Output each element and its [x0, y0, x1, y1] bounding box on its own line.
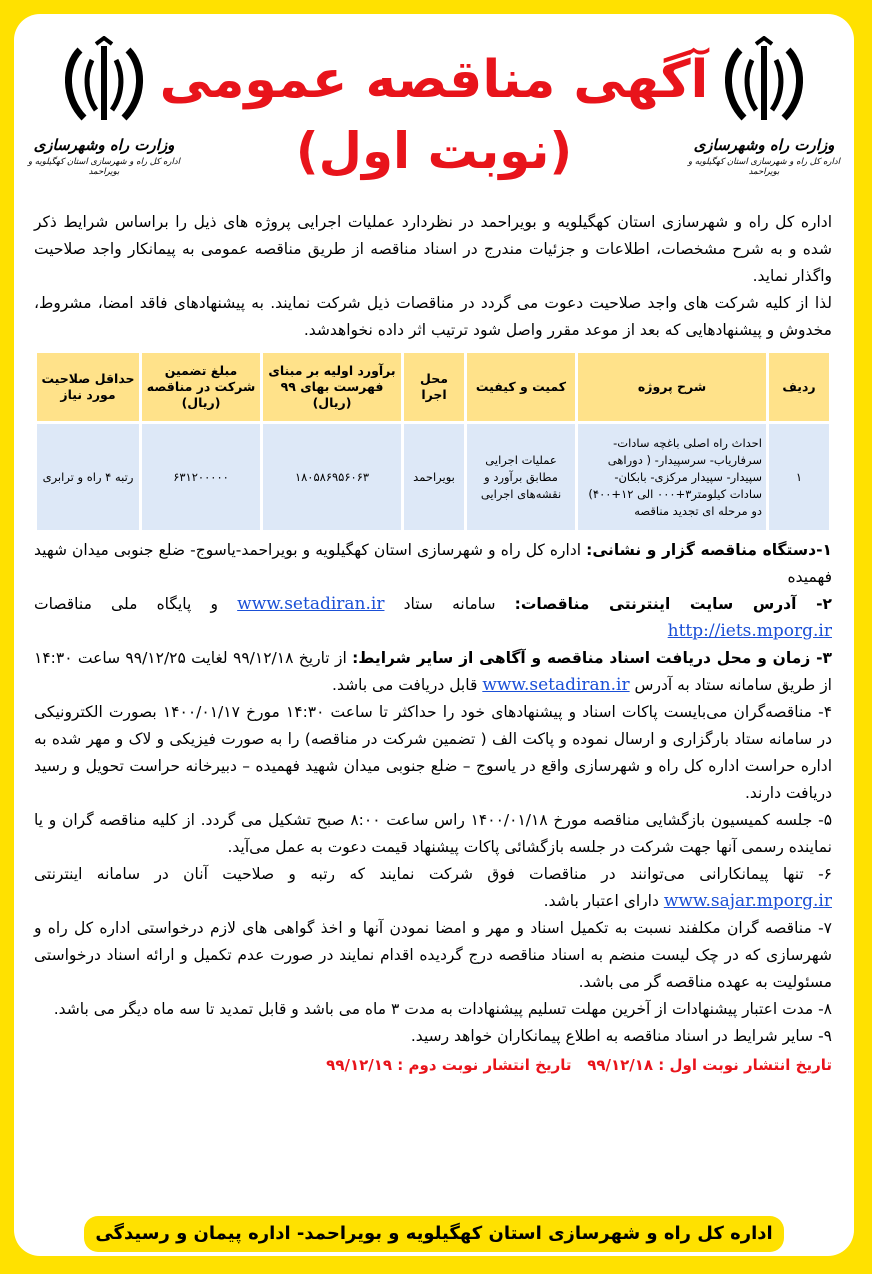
cell-guarantee: ۶۳۱۲۰۰۰۰۰: [142, 424, 260, 530]
item-7: ۷- مناقصه گران مکلفند نسبت به تکمیل اسناد و مهر و امضا نمودن آنها و اخذ گواهی های لازم درخواستی اداره کل راه و شهرسازی که در چک لیست منضم به اسناد مناقصه درج گردیده اقدام نمایند در صورت عدم تکمیل و ارائه اسناد درخواستی مسئولیت به عهده مناقصه گر می باشد.: [34, 919, 832, 991]
item-1-label: ۱-دستگاه مناقصه گزار و نشانی:: [586, 541, 832, 559]
cell-qualification: رتبه ۴ راه و ترابری: [37, 424, 139, 530]
item-8: ۸- مدت اعتبار پیشنهادات از آخرین مهلت تسلیم پیشنهادات به مدت ۳ ماه می باشد و قابل تمدید تا سه ماه دیگر می باشد.: [53, 1000, 832, 1018]
cell-description: احداث راه اصلی باغچه سادات- سرفاریاب- سرسپیدار- ( دوراهی سپیدار- سپیدار مرکزی- بابکان- سادات کیلومتر۳+۰۰۰ الی ۱۲+۴۰۰) دو مرحله ای تجدید مناقصه: [578, 424, 766, 530]
col-estimate: برآورد اولیه بر مبنای فهرست بهای ۹۹ (ریال): [263, 353, 401, 421]
ministry-subtitle: اداره کل راه و شهرسازی استان کهگیلویه و بویراحمد: [27, 157, 181, 177]
col-index: ردیف: [769, 353, 829, 421]
item-1-text: اداره کل راه و شهرسازی استان کهگیلویه و بویراحمد-یاسوج- ضلع جنوبی میدان شهید فهمیده: [34, 541, 832, 586]
page-title: آگهی مناقصه عمومی: [159, 50, 709, 110]
col-description: شرح پروژه: [578, 353, 766, 421]
first-publication-date: تاریخ انتشار نوبت اول : ۹۹/۱۲/۱۸: [587, 1056, 832, 1074]
item-9: ۹- سایر شرایط در اسناد مناقصه به اطلاع پیمانکاران خواهد رسید.: [410, 1027, 832, 1045]
cell-index: ۱: [769, 424, 829, 530]
item-2-text: سامانه ستاد: [403, 595, 496, 613]
cell-location: بویراحمد: [404, 424, 464, 530]
item-2-label: ۲- آدرس سایت اینترنتی مناقصات:: [514, 595, 832, 613]
second-publication-date: تاریخ انتشار نوبت دوم : ۹۹/۱۲/۱۹: [326, 1056, 572, 1074]
col-quantity: کمیت و کیفیت: [467, 353, 575, 421]
item-2-text2: و پایگاه ملی مناقصات: [34, 595, 218, 613]
cell-estimate: ۱۸۰۵۸۶۹۵۶۰۶۳: [263, 424, 401, 530]
iets-link[interactable]: http://iets.mporg.ir: [667, 621, 832, 641]
item-3-label: ۳- زمان و محل دریافت اسناد مناقصه و آگاهی از سایر شرایط:: [352, 649, 832, 667]
intro-invitation: لذا از کلیه شرکت های واجد صلاحیت دعوت می گردد در مناقصات ذیل شرکت نمایند. به پیشنهادهای فاقد امضا، مشروط، مخدوش و پیشنهادهایی که بعد از موعد مقرر واصل شود ترتیب اثر داده نخواهدشد.: [34, 294, 832, 339]
cell-quantity: عملیات اجرایی مطابق برآورد و نقشه‌های اجرایی: [467, 424, 575, 530]
intro-paragraph: اداره کل راه و شهرسازی استان کهگیلویه و بویراحمد در نظردارد عملیات اجرایی پروژه های ذیل را براساس شرایط ذکر شده و به شرح مشخصات، اطلاعات و جزئیات مندرج در اسناد مناقصه از طریق مناقصه عمومی به پیمانکار واجد صلاحیت واگذار نماید.: [34, 213, 832, 285]
setadiran-link-2[interactable]: www.setadiran.ir: [482, 675, 630, 695]
sajar-link[interactable]: www.sajar.mporg.ir: [663, 891, 832, 911]
item-6: [34, 861, 832, 915]
col-location: محل اجرا: [404, 353, 464, 421]
item-3-text: از تاریخ ۹۹/۱۲/۱۸ لغایت ۹۹/۱۲/۲۵ ساعت ۱۴:۳۰ از طریق سامانه ستاد به آدرس: [34, 649, 832, 694]
item-1: [34, 537, 832, 591]
setadiran-link[interactable]: www.setadiran.ir: [237, 594, 385, 614]
notice-page: [14, 14, 854, 1256]
notice-body: [34, 209, 832, 1079]
ministry-name: وزارت راه وشهرسازی: [33, 136, 175, 154]
item-6-text: ۶- تنها پیمانکارانی می‌توانند در مناقصات فوق شرکت نمایند که رتبه و صلاحیت آنان در سامانه اینترنتی: [34, 865, 832, 883]
item-3: [34, 645, 832, 699]
col-guarantee: مبلغ تضمین شرکت در مناقصه (ریال): [142, 353, 260, 421]
item-3-text2: قابل دریافت می باشد.: [332, 676, 478, 694]
col-qualification: حداقل صلاحیت مورد نیاز: [37, 353, 139, 421]
item-6-text2: دارای اعتبار باشد.: [543, 892, 659, 910]
ministry-subtitle: اداره کل راه و شهرسازی استان کهگیلویه و بویراحمد: [687, 157, 841, 177]
table-header-row: [37, 353, 829, 421]
table-row: [37, 424, 829, 530]
publication-dates: [34, 1052, 832, 1079]
item-4: ۴- مناقصه‌گران می‌بایست پاکات اسناد و پیشنهادهای خود را حداکثر تا ساعت ۱۴:۳۰ مورخ ۱۴۰۰/۰۱/۱۷ بصورت الکترونیکی در سامانه ستاد بارگزاری و ارسال نموده و پاکت الف ( تضمین شرکت در مناقصه) را به صورت فیزیکی و لاک و مهر شده به اداره حراست اداره کل راه و شهرسازی واقع در یاسوج – ضلع جنوبی میدان شهید فهمیده – دبیرخانه حراست تحویل و رسید دریافت دارند.: [34, 703, 833, 802]
projects-table: [34, 350, 832, 533]
ministry-name: وزارت راه وشهرسازی: [693, 136, 835, 154]
item-2: [34, 591, 832, 645]
footer-banner: اداره کل راه و شهرسازی استان کهگیلویه و بویراحمد- اداره پیمان و رسیدگی: [84, 1216, 784, 1252]
item-5: ۵- جلسه کمیسیون بازگشایی مناقصه مورخ ۱۴۰۰/۰۱/۱۸ راس ساعت ۸:۰۰ صبح تشکیل می گردد. از کلیه مناقصه گران و یا نماینده رسمی آنها جهت شرکت در جلسه بازگشائی پاکات پیشنهاد قیمت دعوت به عمل می‌آید.: [34, 811, 833, 856]
page-subtitle: (نوبت اول): [295, 122, 573, 180]
